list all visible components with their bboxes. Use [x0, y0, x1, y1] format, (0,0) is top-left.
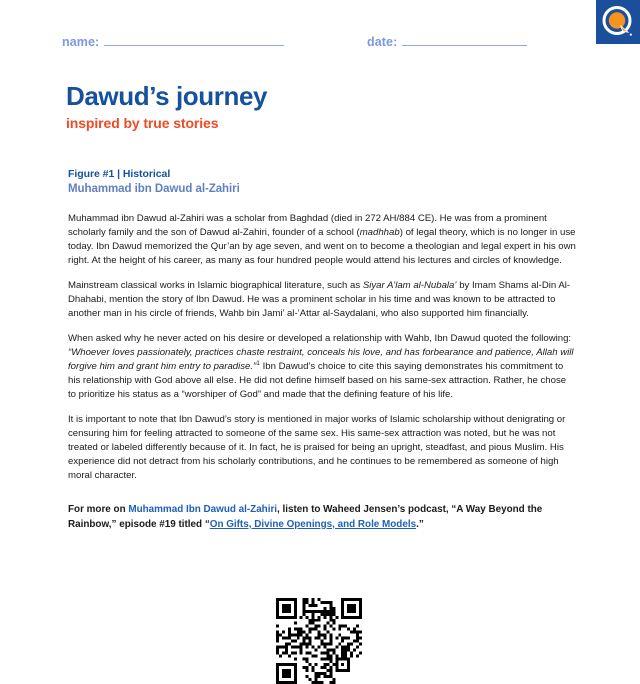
paragraph-3-part-a: When asked why he never acted on his desire or developed a relationship with Wahb, Ibn Dawud quoted the following:	[68, 333, 572, 344]
cta-suffix: .”	[416, 518, 424, 530]
footnote-marker: 1	[256, 359, 260, 367]
paragraph-2-part-a: Mainstream classical works in Islamic biographical literature, such as	[68, 280, 363, 291]
paragraph-2-part-b: by Imam Shams al-Din Al-Dhahabi, mention the story of Ibn Dawud. He was a prominent scholar in his time and was known to be attracted to another man in his circle of friends, Wahb bin Jami’ al-’Attar al-Saydalani, who also supported him financially.	[68, 280, 571, 319]
paragraph-2-book-title: Siyar A’lam al-Nubala’	[362, 280, 457, 291]
q-speech-bubble-logo-icon	[601, 5, 635, 39]
paragraph-1-part-a: Muhammad ibn Dawud al-Zahiri was a scholar from Baghdad (died in 272 AH/884 CE). He was from a prominent scholarly family and the son of Dawud al-Zahiri, founder of a school (	[68, 213, 547, 238]
name-field-group[interactable]	[62, 34, 284, 49]
date-input[interactable]	[402, 34, 527, 46]
cta-episode-link[interactable]: On Gifts, Divine Openings, and Role Models	[209, 518, 417, 530]
qr-code-icon	[276, 598, 362, 684]
date-label: date:	[367, 35, 398, 49]
paragraph-3	[68, 332, 576, 402]
page-subtitle: inspired by true stories	[66, 115, 219, 132]
cta-middle: , listen to Waheed Jensen’s podcast, “A Way Beyond the Rainbow,” episode #19 titled “	[68, 504, 543, 530]
date-field-group[interactable]	[367, 34, 527, 49]
page-title: Dawud’s journey	[66, 81, 268, 111]
article-content	[68, 168, 576, 543]
paragraph-1	[68, 212, 576, 268]
student-info-row	[62, 34, 580, 52]
paragraph-1-part-b: ) of legal theory, which is no longer in use today. Ibn Dawud memorized the Qur’an by age seven, and went on to become a theologian and legal expert in his own right. At the height of his career, as many as four hundred people would attend his lectures and circles of knowledge.	[68, 227, 576, 266]
paragraph-4: It is important to note that Ibn Dawud’s story is mentioned in major works of Islamic scholarship without denigrating or censuring him for feeling attracted to someone of the same sex. His same-sex attraction was noted, but he was not treated or labeled differently because of it. In fact, he is praised for being an upright, steadfast, and pious Muslim. His experience did not detract from his scholarly contributions, and he continues to be remembered as someone of high moral character.	[68, 414, 566, 481]
paragraph-1-italic-term: madhhab	[359, 227, 400, 238]
cta-prefix: For more on	[68, 504, 129, 515]
paragraph-2	[68, 279, 576, 321]
paragraph-3-quotation: “Whoever loves passionately, practices chaste restraint, conceals his love, and has forbearance and patience, Allah will forgive him and grant him entry to paradise.”	[68, 347, 574, 372]
qr-code[interactable]	[276, 598, 362, 684]
name-label: name:	[62, 35, 100, 49]
call-to-action	[68, 503, 576, 533]
paragraph-3-part-b: Ibn Dawud’s choice to cite this saying demonstrates his commitment to his relationship with God above all else. He did not define himself based on his same-sex attraction. Rather, he chose to prioritize his status as a “worshiper of God” and made that the defining feature of his life.	[68, 361, 567, 400]
figure-person-name: Muhammad ibn Dawud al-Zahiri	[68, 183, 240, 195]
name-input[interactable]	[104, 34, 284, 46]
figure-label: Figure #1 | Historical	[68, 168, 171, 180]
cta-person-link[interactable]: Muhammad Ibn Dawud al-Zahiri	[128, 504, 278, 515]
masthead	[66, 83, 267, 132]
brand-logo	[596, 0, 640, 44]
